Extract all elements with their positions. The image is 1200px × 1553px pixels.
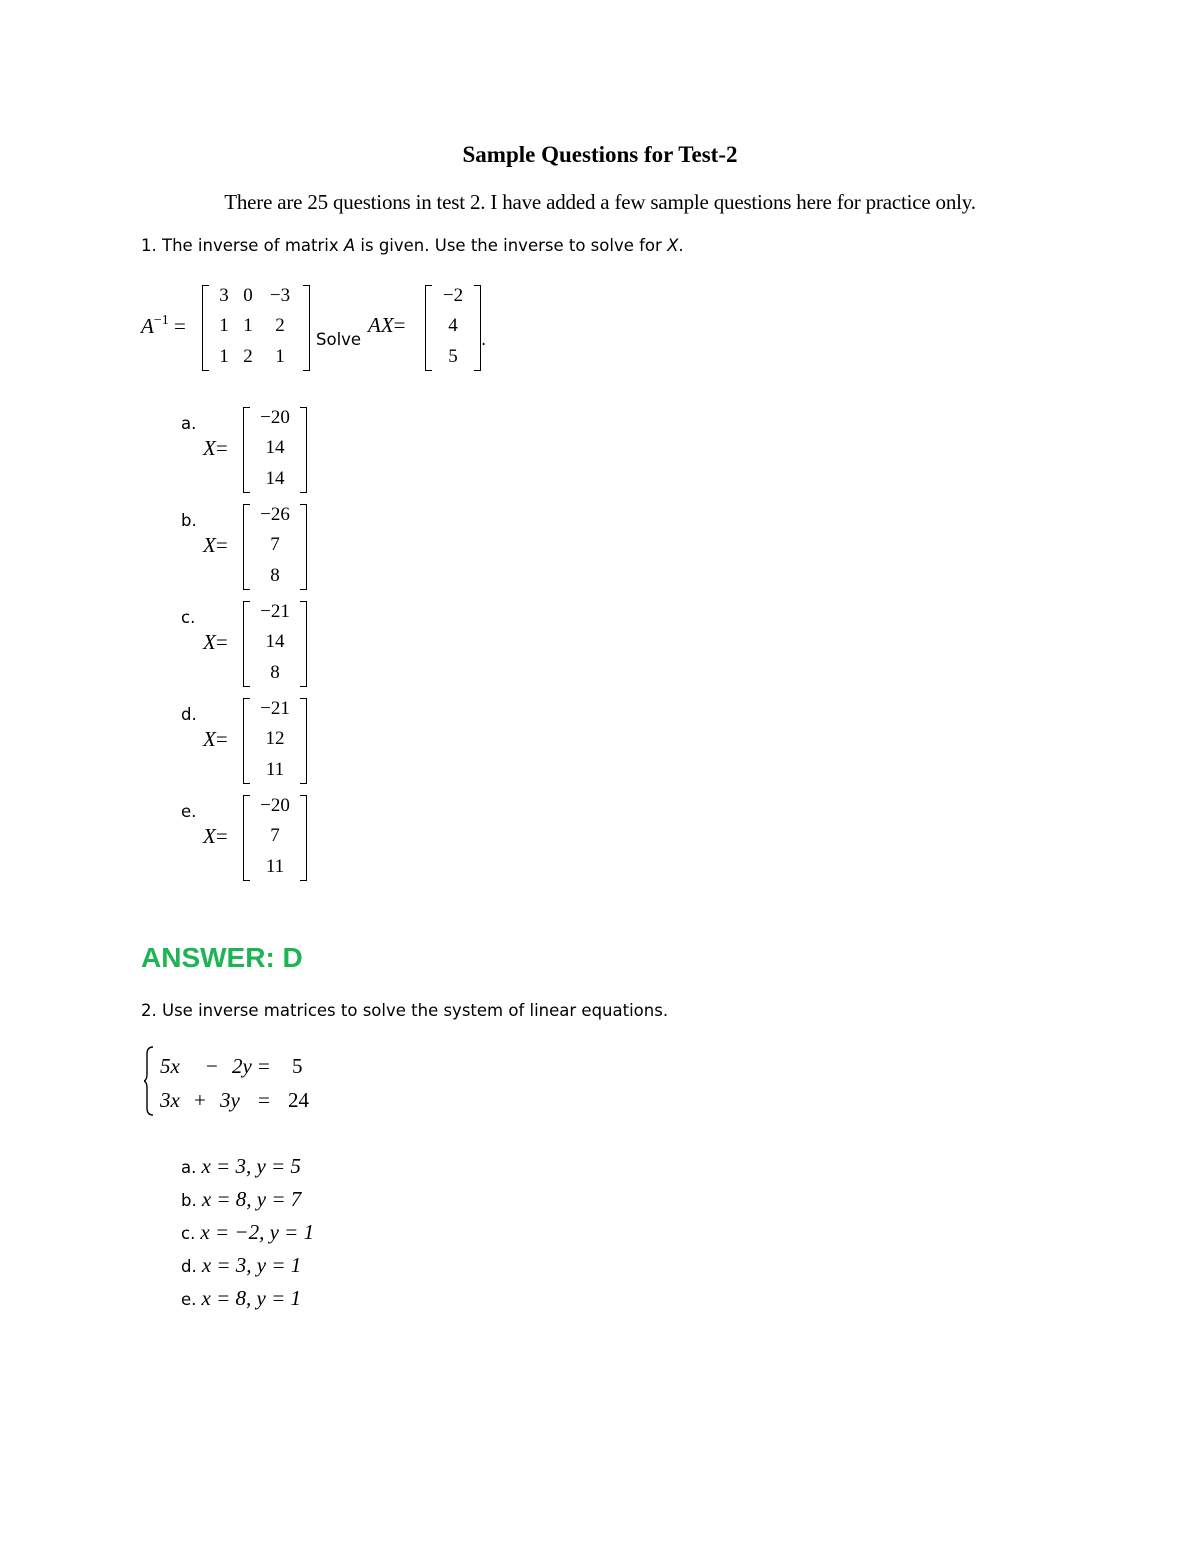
option-expression: x = 3, y = 5 (201, 1154, 301, 1178)
eq-operator: + (194, 1088, 206, 1112)
intro-text: There are 25 questions in test 2. I have added a few sample questions here for practice only. (224, 190, 976, 214)
eq-equals: = (258, 1054, 270, 1078)
page-title: Sample Questions for Test-2 (462, 142, 738, 167)
option-label: e. (181, 1290, 197, 1309)
option-d-lhs: X= (203, 727, 228, 751)
option-a-label: a. (181, 414, 197, 433)
vector-cell: −21 (260, 601, 290, 622)
option-label: b. (181, 1191, 197, 1210)
question-text: is given. Use the inverse to solve for (355, 236, 668, 255)
vector-cell: 14 (265, 468, 285, 489)
left-brace-icon (144, 1046, 154, 1116)
eq-term: 2y (232, 1054, 252, 1078)
inverse-lhs (141, 313, 186, 339)
ax-lhs (368, 313, 406, 338)
left-bracket (243, 601, 250, 687)
right-bracket (474, 285, 481, 371)
solve-label: Solve (316, 330, 362, 349)
option-var: X (203, 436, 216, 460)
left-bracket (243, 698, 250, 784)
left-bracket (243, 407, 250, 493)
option-a-lhs: X= (203, 436, 228, 460)
option-var: X (203, 727, 216, 751)
option-expression: x = −2, y = 1 (200, 1220, 315, 1244)
option-e-lhs: X= (203, 824, 228, 848)
unknown-variable: X (667, 236, 679, 255)
option-c-lhs: X= (203, 630, 228, 654)
vector-cell: −21 (260, 698, 290, 719)
question-text: . (678, 236, 684, 255)
option-var: X (203, 630, 216, 654)
matrix-cell: 0 (243, 285, 253, 306)
end-period: . (481, 330, 487, 349)
vector-cell: −26 (260, 504, 290, 525)
matrix-cell: 1 (243, 315, 253, 336)
question-text: Use inverse matrices to solve the system of linear equations. (162, 1001, 669, 1020)
eq-term: 5x (160, 1054, 180, 1078)
matrix-cell: 2 (243, 346, 253, 367)
left-bracket (202, 285, 209, 371)
vector-cell: −20 (260, 795, 290, 816)
eq-rhs: 24 (288, 1088, 309, 1112)
vector-cell: 8 (270, 662, 280, 683)
option-expression: x = 3, y = 1 (201, 1253, 302, 1277)
left-bracket (425, 285, 432, 371)
left-bracket (243, 504, 250, 590)
matrix-cell: 1 (219, 315, 229, 336)
vector-cell: 7 (270, 825, 280, 846)
option-expression: x = 8, y = 1 (201, 1286, 301, 1310)
option-e-vector (243, 795, 307, 881)
eq-term: 3x (160, 1088, 180, 1112)
question-number: 1. (141, 236, 157, 255)
matrix-cell: 3 (219, 285, 229, 306)
right-bracket (300, 795, 307, 881)
eq-equals: = (258, 1088, 270, 1112)
question-1 (141, 236, 684, 255)
option-a-vector (243, 407, 307, 493)
ax-vector (425, 285, 481, 371)
vector-cell: −2 (442, 285, 464, 306)
vector-cell: 12 (265, 728, 285, 749)
option-d-label: d. (181, 705, 197, 724)
eq-operator: − (206, 1054, 218, 1078)
eq-rhs: 5 (292, 1054, 303, 1078)
equation-row-1 (160, 1054, 360, 1080)
matrix-cell: −3 (269, 285, 291, 306)
matrix-cell: 1 (275, 346, 285, 367)
inverse-base: A (141, 314, 154, 338)
vector-cell: 4 (448, 315, 458, 336)
option-c-vector (243, 601, 307, 687)
question-text: The inverse of matrix (162, 236, 344, 255)
left-bracket (243, 795, 250, 881)
equation-row-2 (160, 1088, 360, 1114)
matrix-variable: A (343, 236, 356, 255)
option-b-label: b. (181, 511, 197, 530)
vector-cell: 11 (265, 856, 285, 877)
vector-cell: 14 (265, 631, 285, 652)
equals-sign: = (393, 313, 406, 337)
option-b-lhs: X= (203, 533, 228, 557)
right-bracket (303, 285, 310, 371)
right-bracket (300, 601, 307, 687)
option-var: X (203, 533, 216, 557)
q2-option-e (181, 1286, 301, 1311)
vector-cell: 14 (265, 437, 285, 458)
vector-cell: 7 (270, 534, 280, 555)
matrix-cell: 1 (219, 346, 229, 367)
ax-label: AX (368, 313, 394, 337)
eq-term: 3y (220, 1088, 240, 1112)
vector-cell: 11 (265, 759, 285, 780)
right-bracket (300, 504, 307, 590)
option-var: X (203, 824, 216, 848)
option-label: a. (181, 1158, 197, 1177)
vector-cell: 8 (270, 565, 280, 586)
answer-label: ANSWER: D (141, 942, 303, 973)
inverse-exponent: −1 (153, 313, 169, 328)
inverse-matrix (202, 285, 310, 371)
q2-option-b (181, 1187, 301, 1212)
option-label: c. (181, 1224, 196, 1243)
right-bracket (300, 407, 307, 493)
option-c-label: c. (181, 608, 196, 627)
equals-sign: = (173, 314, 186, 338)
option-b-vector (243, 504, 307, 590)
q2-option-a (181, 1154, 301, 1179)
option-expression: x = 8, y = 7 (201, 1187, 302, 1211)
option-label: d. (181, 1257, 197, 1276)
question-2 (141, 1001, 668, 1020)
right-bracket (300, 698, 307, 784)
option-d-vector (243, 698, 307, 784)
option-e-label: e. (181, 802, 197, 821)
matrix-cell: 2 (275, 315, 285, 336)
q2-option-d (181, 1253, 301, 1278)
question-number: 2. (141, 1001, 157, 1020)
q2-option-c (181, 1220, 314, 1245)
vector-cell: −20 (260, 407, 290, 428)
vector-cell: 5 (448, 346, 458, 367)
